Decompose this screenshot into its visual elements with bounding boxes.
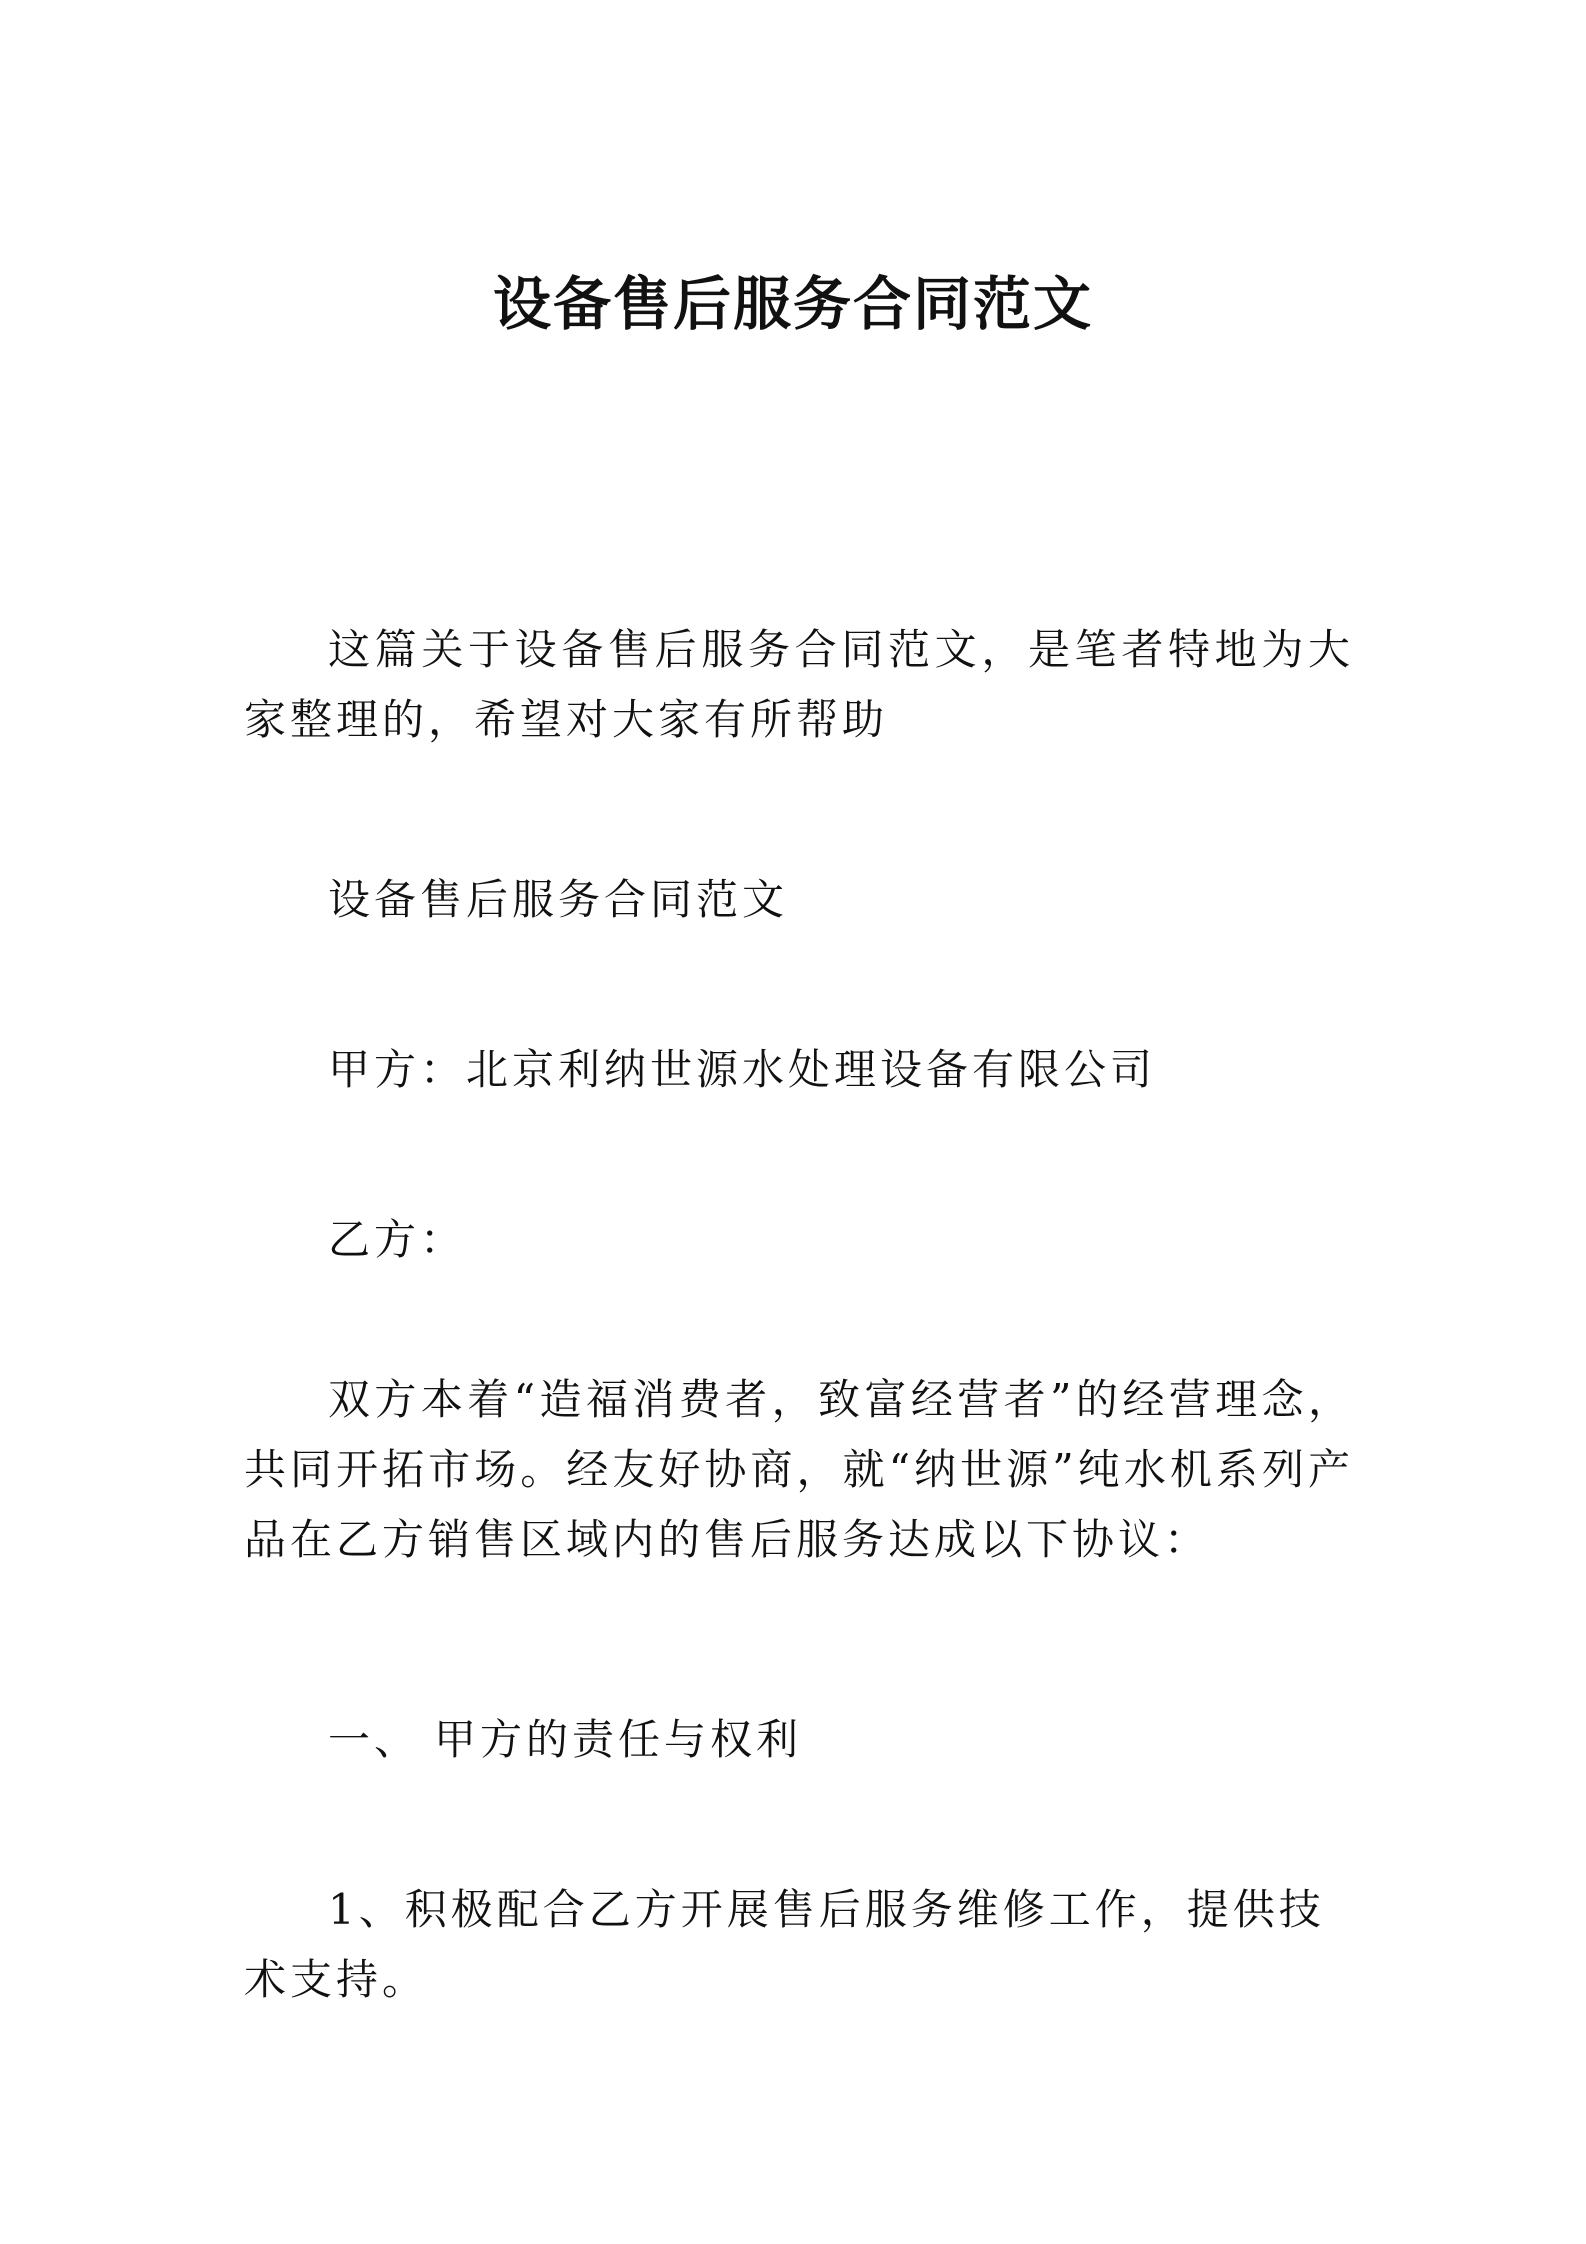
- clause-1: 1、积极配合乙方开展售后服务维修工作，提供技术支持。: [244, 1885, 1325, 2004]
- section-number: 一、: [328, 1715, 421, 1764]
- party-b-line: 乙方：: [328, 1215, 467, 1264]
- intro-paragraph: 这篇关于设备售后服务合同范文，是笔者特地为大家整理的，希望对大家有所帮助: [244, 625, 1354, 744]
- section-heading: [244, 1705, 1354, 1775]
- agreement-paragraph-block: [244, 1365, 1354, 1575]
- section-heading-block: [244, 1705, 1354, 1775]
- agreement-paragraph: 双方本着“造福消费者，致富经营者”的经营理念，共同开拓市场。经友好协商，就“纳世源”纯水机系列产品在乙方销售区域内的售后服务达成以下协议：: [244, 1375, 1354, 1564]
- clause-1-block: [244, 1875, 1354, 2015]
- party-b-block: [244, 1205, 1354, 1275]
- party-a-line: 甲方：北京利纳世源水处理设备有限公司: [328, 1045, 1157, 1094]
- document-title: 设备售后服务合同范文: [492, 270, 1093, 338]
- contract-subtitle: 设备售后服务合同范文: [328, 875, 789, 924]
- subtitle-block: [244, 865, 1354, 935]
- party-a-block: [244, 1035, 1354, 1105]
- section-heading-text: 甲方的责任与权利: [434, 1715, 803, 1764]
- intro-paragraph-block: [244, 615, 1354, 755]
